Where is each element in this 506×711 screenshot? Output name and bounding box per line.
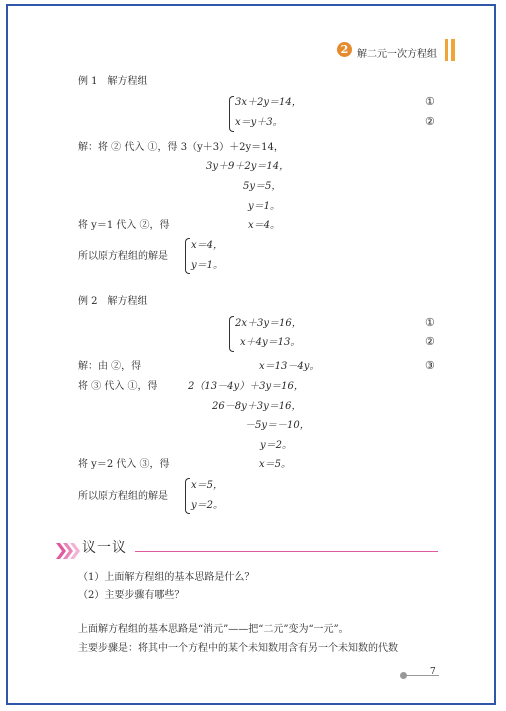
discussion-q2: （2）主要步骤有哪些？: [78, 590, 185, 601]
ex2-answer-label: 所以原方程组的解是: [78, 491, 168, 502]
ex1-answer-label: 所以原方程组的解是: [78, 251, 168, 262]
ex1-eq1: 3x＋2y＝14，: [235, 97, 302, 108]
example2-label: 例 2 解方程组: [78, 296, 148, 307]
ex2-answer-y: y＝2。: [191, 500, 224, 511]
discussion-a2: 主要步骤是：将其中一个方程中的某个未知数用含有另一个未知数的代数: [78, 643, 398, 654]
chevron-arrows-icon: [56, 541, 80, 561]
ex2-eq1: 2x＋3y＝16，: [235, 318, 302, 329]
ex2-step2-left: 将 ③ 代入 ①，得: [78, 381, 158, 392]
ex2-answer-x: x＝5，: [191, 480, 224, 491]
ex1-step4: y＝1。: [248, 201, 281, 212]
ex2-eq2: x＋4y＝13。: [240, 337, 301, 348]
ex1-step3: 5y＝5，: [243, 181, 282, 192]
page-number: 7: [430, 667, 436, 677]
ex2-step6-right: x＝5。: [259, 459, 292, 470]
answer-brace: [185, 238, 190, 274]
ex1-eq2-mark: ②: [425, 115, 435, 128]
ex2-eq1-mark: ①: [425, 316, 435, 329]
chapter-number-badge: 2: [337, 42, 352, 57]
ex2-step1-mark: ③: [425, 359, 435, 372]
ex2-step1-right: x＝13－4y。: [259, 361, 320, 372]
ex2-step6-left: 将 y＝2 代入 ③，得: [78, 459, 170, 470]
ex1-answer-y: y＝1。: [191, 260, 224, 271]
example1-label: 例 1 解方程组: [78, 76, 148, 87]
ex2-step5: y＝2。: [260, 440, 293, 451]
answer-brace: [185, 478, 190, 514]
ex1-answer-x: x＝4，: [191, 240, 224, 251]
ex2-step4: －5y＝－10，: [245, 420, 310, 431]
ex2-step2-right: 2（13－4y）＋3y＝16，: [188, 381, 304, 392]
discussion-a1: 上面解方程组的基本思路是“消元”——把“二元”变为“一元”。: [78, 624, 349, 635]
ex1-step5-left: 将 y＝1 代入 ②，得: [78, 220, 170, 231]
chapter-title: 解二元一次方程组: [357, 49, 437, 60]
discussion-q1: （1）上面解方程组的基本思路是什么？: [78, 572, 255, 583]
discussion-divider: [135, 551, 438, 552]
ex2-step3: 26－8y＋3y＝16，: [212, 401, 302, 412]
system-brace: [229, 316, 234, 352]
ex2-step1-left: 解：由 ②，得: [78, 361, 142, 372]
system-brace: [229, 96, 234, 132]
page-number-dot: [400, 672, 407, 679]
ex1-step1: 解：将 ② 代入 ①，得 3（y＋3）＋2y＝14，: [78, 142, 284, 153]
ex1-eq2: x＝y＋3。: [235, 117, 283, 128]
header-accent-bar: [445, 39, 448, 61]
header-accent-bar: [451, 39, 455, 61]
ex1-step5-right: x＝4。: [248, 220, 281, 231]
ex1-eq1-mark: ①: [425, 95, 435, 108]
ex2-eq2-mark: ②: [425, 335, 435, 348]
discussion-title: 议一议: [82, 540, 127, 556]
ex1-step2: 3y＋9＋2y＝14，: [206, 161, 290, 172]
